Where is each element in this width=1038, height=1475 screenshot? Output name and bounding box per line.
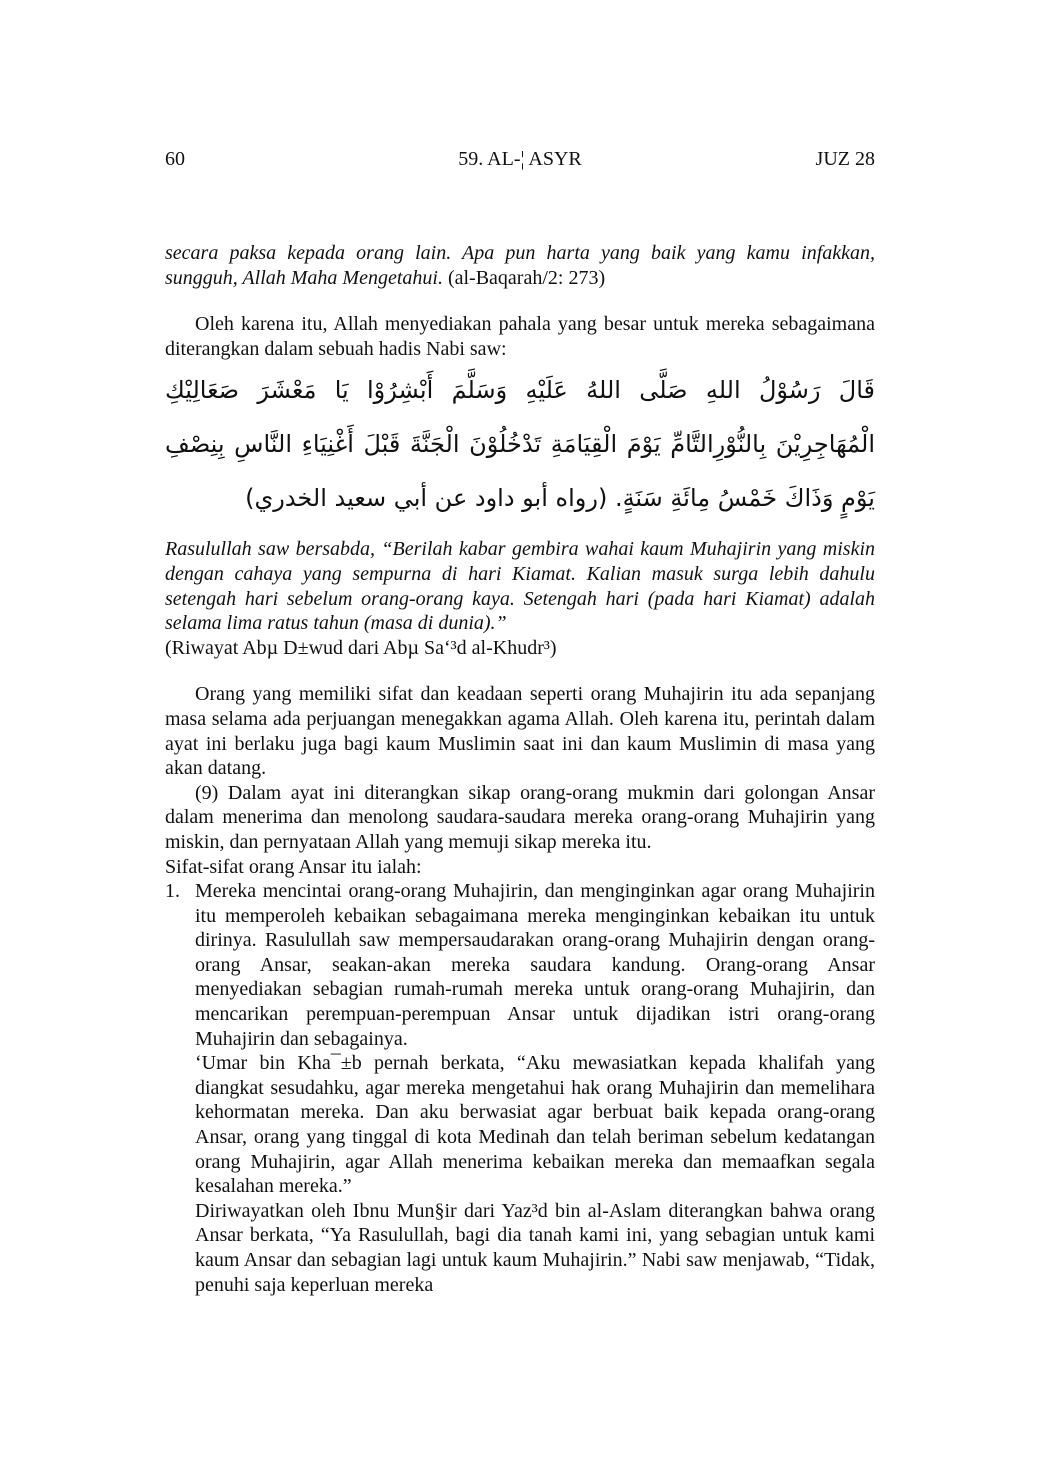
ansar-traits-intro: Sifat-sifat orang Ansar itu ialah: bbox=[165, 855, 422, 878]
umar-paragraph: ‘Umar bin Kha¯±b pernah berkata, “Aku mewasiatkan kepada khalifah yang diangkat sesudahku, agar mereka mengetahui hak orang Muhajirin dan memelihara kehormatan mereka. Dan aku berwasiat agar berbuat baik kepada orang-orang Ansar, orang yang tinggal di kota Medinah dan telah beriman sebelum kedatangan orang Muhajirin, agar Allah menerima kebaikan mereka dan memaafkan segala kesalahan mereka.” bbox=[195, 1052, 875, 1198]
page-body bbox=[165, 148, 875, 1297]
verse9-paragraph: (9) Dalam ayat ini diterangkan sikap orang-orang mukmin dari golongan Ansar dalam menerima dan menolong saudara-saudara mereka orang-orang Muhajirin yang miskin, dan pernyataan Allah yang memuji sikap mereka itu. bbox=[165, 781, 875, 853]
hadith-translation-text: Rasulullah saw bersabda, “Berilah kabar gembira wahai kaum Muhajirin yang miskin dengan cahaya yang sempurna di hari Kiamat. Kalian masuk surga lebih dahulu setengah hari sebelum orang-orang kaya. Setengah hari (pada hari Kiamat) adalah selama lima ratus tahun (masa di dunia).” bbox=[165, 538, 875, 635]
hadith-translation bbox=[165, 537, 875, 660]
ansar-traits-list bbox=[165, 879, 875, 1297]
list-item-number: 1. bbox=[165, 880, 180, 903]
juz-label: JUZ 28 bbox=[815, 148, 875, 170]
hadith-source-reference: (Riwayat Abµ D±wud dari Abµ Sa‘³d al-Khudr³) bbox=[165, 636, 557, 659]
hadith-arabic-text: قَالَ رَسُوْلُ اللهِ صَلَّى اللهُ عَلَيْهِ وَسَلَّمَ أَبْشِرُوْا يَا مَعْشَرَ صَعَالِيْكِ الْمُهَاجِرِيْنَ بِالنُّوْرِالتَّامِّ يَوْمَ الْقِيَامَةِ تَدْخُلُوْنَ الْجَنَّةَ قَبْلَ أَغْنِيَاءِ النَّاسِ بِنِصْفِ يَوْمٍ وَذَاكَ خَمْسُ مِائَةِ سَنَةٍ. (رواه أبو داود عن أبي سعيد الخدري) bbox=[165, 376, 875, 513]
quran-reference: (al-Baqarah/2: 273) bbox=[442, 266, 606, 289]
surah-title: 59. AL-¦ ASYR bbox=[458, 148, 582, 170]
quran-translation-continuation bbox=[165, 241, 875, 290]
intro-paragraph: Oleh karena itu, Allah menyediakan pahala yang besar untuk mereka sebagaimana diterangkan dalam sebuah hadis Nabi saw: bbox=[165, 313, 875, 360]
quran-translation-text: secara paksa kepada orang lain. Apa pun harta yang baik yang kamu infakkan, sungguh, Allah Maha Mengetahui. bbox=[165, 242, 875, 289]
muhajirin-paragraph: Orang yang memiliki sifat dan keadaan seperti orang Muhajirin itu ada sepanjang masa selama ada perjuangan menegakkan agama Allah. Oleh karena itu, perintah dalam ayat ini berlaku juga bagi kaum Muslimin saat ini dan kaum Muslimin di masa yang akan datang. bbox=[165, 683, 875, 780]
list-item bbox=[165, 879, 875, 1051]
running-header bbox=[165, 148, 875, 178]
ibnu-mundzir-paragraph: Diriwayatkan oleh Ibnu Mun§ir dari Yaz³d bin al-Aslam diterangkan bahwa orang Ansar berkata, “Ya Rasulullah, bagi dia tanah kami ini, yang sebagian untuk kami kaum Ansar dan sebagian lagi untuk kaum Muhajirin.” Nabi saw menjawab, “Tidak, penuhi saja keperluan mereka bbox=[195, 1199, 875, 1296]
page-number: 60 bbox=[165, 148, 185, 170]
list-item-text: Mereka mencintai orang-orang Muhajirin, dan menginginkan agar orang Muhajirin itu memperoleh kebaikan sebagaimana mereka menginginkan kebaikan itu untuk dirinya. Rasulullah saw mempersaudarakan orang-orang Muhajirin dengan orang-orang Ansar, seakan-akan mereka saudara kandung. Orang-orang Ansar menyediakan sebagian rumah-rumah mereka untuk orang-orang Muhajirin, dan mencarikan perempuan-perempuan Ansar untuk dijadikan istri orang-orang Muhajirin dan sebagainya. bbox=[195, 880, 875, 1050]
